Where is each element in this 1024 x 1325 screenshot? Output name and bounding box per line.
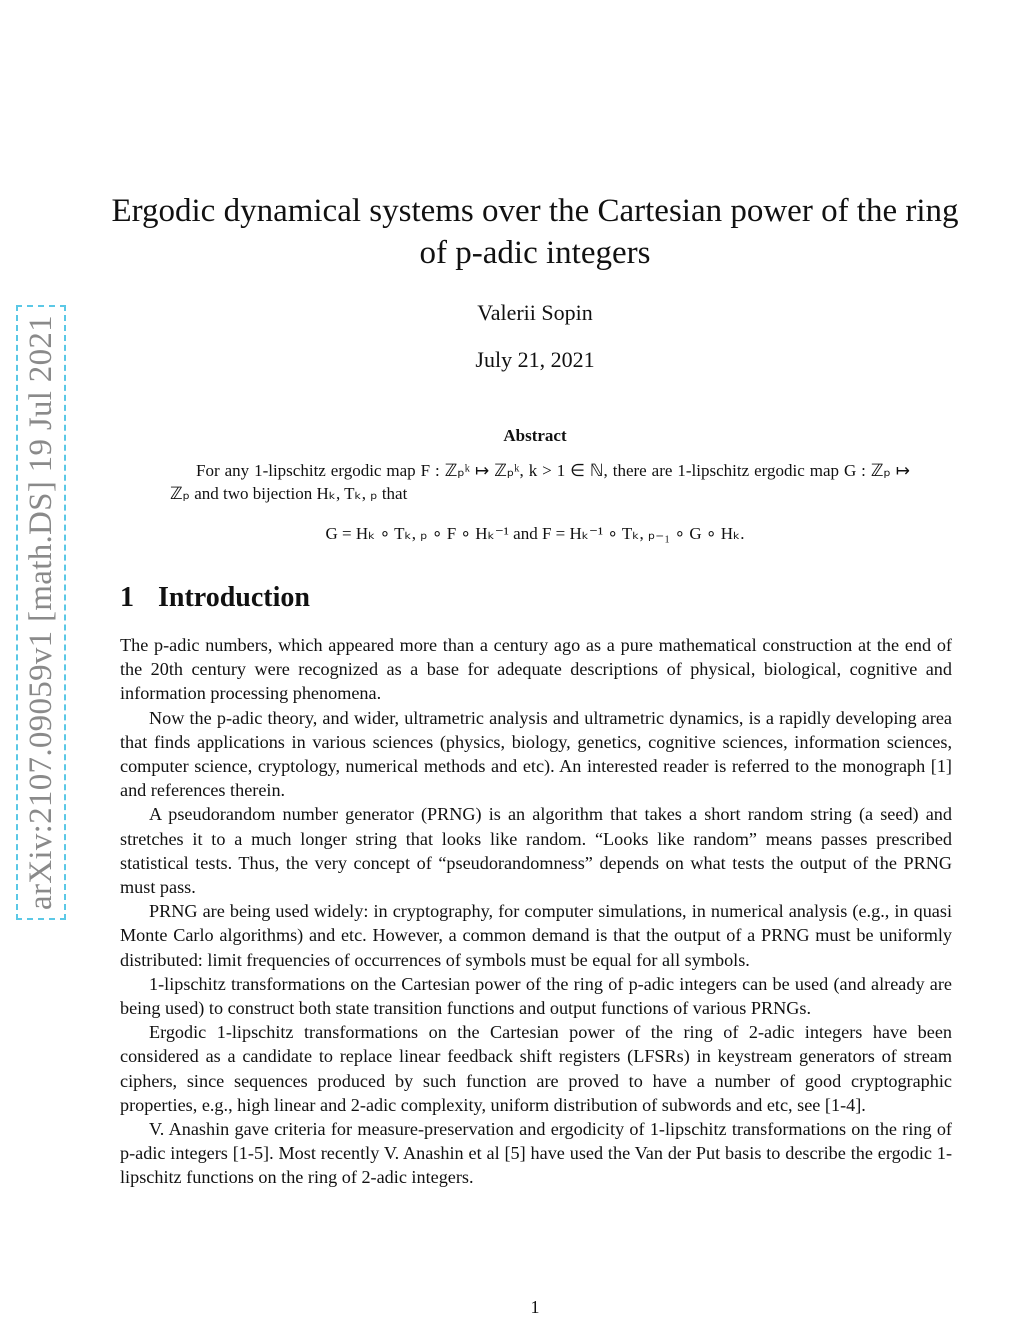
abstract-text: For any 1-lipschitz ergodic map F : ℤₚᵏ ↦ ℤₚᵏ, k > 1 ∈ ℕ, there are 1-lipschitz ergodic map G : ℤₚ ↦ ℤₚ and two bijection Hₖ, Tₖ, ₚ that xyxy=(170,461,910,503)
paragraph: PRNG are being used widely: in cryptography, for computer simulations, in numerical analysis (e.g., in quasi Monte Carlo algorithms) and etc. However, a common demand is that the output of a PRNG must be uniformly distributed: limit frequencies of occurrences of symbols must be equal for all symbols. xyxy=(120,901,952,970)
arxiv-identifier: arXiv:2107.09059v1 [math.DS] 19 Jul 2021 xyxy=(22,315,59,910)
arxiv-sidebar-stamp xyxy=(16,305,66,920)
paragraph: V. Anashin gave criteria for measure-preservation and ergodicity of 1-lipschitz transformations on the ring of p-adic integers [1-5]. Most recently V. Anashin et al [5] have used the Van der Put basis to describe the ergodic 1-lipschitz functions on the ring of 2-adic integers. xyxy=(120,1119,952,1188)
publication-date: July 21, 2021 xyxy=(475,347,595,372)
paragraph: Ergodic 1-lipschitz transformations on the Cartesian power of the ring of 2-adic integers have been considered as a candidate to replace linear feedback shift registers (LFSRs) in keystream generators of stream ciphers, since sequences produced by such function are proved to have a number of good cryptographic properties, e.g., high linear and 2-adic complexity, uniform distribution of subwords and etc, see [1-4]. xyxy=(120,1022,952,1115)
section-heading xyxy=(120,582,310,614)
introduction-body xyxy=(120,633,952,1190)
paragraph: The p-adic numbers, which appeared more than a century ago as a pure mathematical construction at the end of the 20th century were recognized as a base for adequate descriptions of physical, biological, cognitive and information processing phenomena. xyxy=(120,635,952,704)
section-title: Introduction xyxy=(158,582,310,613)
paper-title: Ergodic dynamical systems over the Cartesian power of the ring of p-adic integers xyxy=(111,193,959,271)
paragraph: A pseudorandom number generator (PRNG) is an algorithm that takes a short random string (a seed) and stretches it to a much longer string that looks like random. “Looks like random” means passes prescribed statistical tests. Thus, the very concept of “pseudorandomness” depends on what tests the output of the PRNG must pass. xyxy=(120,804,952,898)
page-number: 1 xyxy=(530,1297,540,1317)
section-number: 1 xyxy=(120,582,134,613)
paragraph: 1-lipschitz transformations on the Cartesian power of the ring of p-adic integers can be used (and already are being used) to construct both state transition functions and output functions of various PRNGs. xyxy=(120,973,952,1019)
abstract-heading: Abstract xyxy=(503,426,567,445)
paragraph: Now the p-adic theory, and wider, ultrametric analysis and ultrametric dynamics, is a rapidly developing area that finds applications in various sciences (physics, biology, genetics, cognitive sciences, information sciences, computer science, cryptology, numerical methods and etc). An interested reader is referred to the monograph [1] and references therein. xyxy=(120,707,952,801)
author-name: Valerii Sopin xyxy=(477,300,593,325)
abstract-equation: G = Hₖ ∘ Tₖ, ₚ ∘ F ∘ Hₖ⁻¹ and F = Hₖ⁻¹ ∘ Tₖ, ₚ₋₁ ∘ G ∘ Hₖ. xyxy=(325,524,745,543)
